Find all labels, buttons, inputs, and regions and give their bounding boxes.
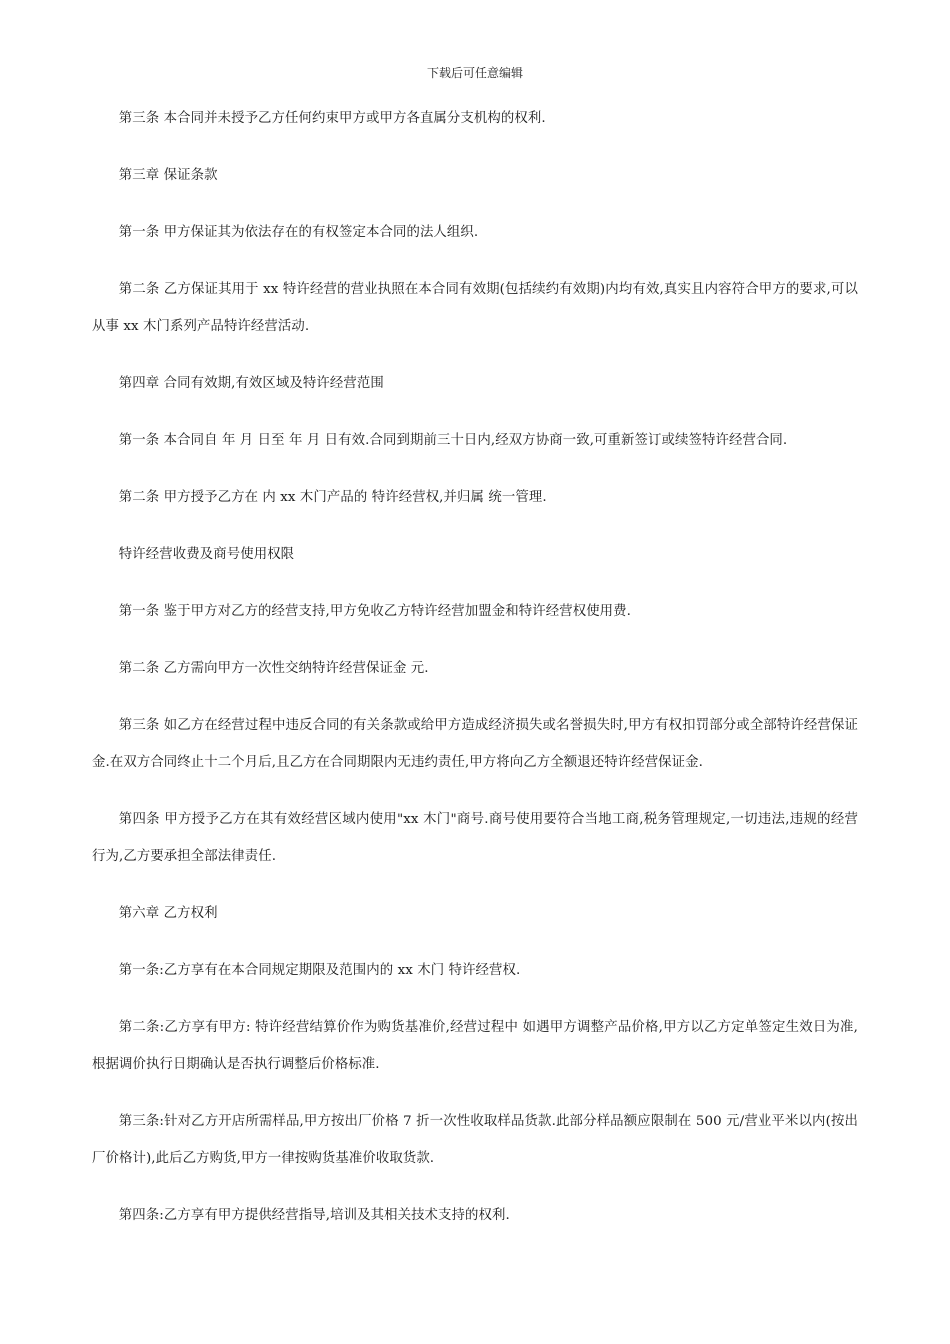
chapter-heading: 特许经营收费及商号使用权限 [118,547,295,562]
paragraph: 第二条 甲方授予乙方在 内 xx 木门产品的 特许经营权,并归属 统一管理. [118,490,547,505]
paragraph: 第四条:乙方享有甲方提供经营指导,培训及其相关技术支持的权利. [118,1208,510,1223]
paragraph: 第三条 如乙方在经营过程中违反合同的有关条款或给甲方造成经济损失或名誉损失时,甲方有权扣罚部分或全部特许经营保证金.在双方合同终止十二个月后,且乙方在合同期限内无违约责任,甲方将向乙方全额退还特许经营保证金. [92,718,858,770]
chapter-heading: 第四章 合同有效期,有效区域及特许经营范围 [118,376,384,391]
paragraph: 第一条 甲方保证其为依法存在的有权签定本合同的法人组织. [118,225,479,240]
paragraph: 第一条:乙方享有在本合同规定期限及范围内的 xx 木门 特许经营权. [118,963,521,978]
paragraph: 第一条 本合同自 年 月 日至 年 月 日有效.合同到期前三十日内,经双方协商一致,可重新签订或续签特许经营合同. [118,433,788,448]
paragraph: 第二条:乙方享有甲方: 特许经营结算价作为购货基准价,经营过程中 如遇甲方调整产品价格,甲方以乙方定单签定生效日为准,根据调价执行日期确认是否执行调整后价格标准. [92,1020,858,1072]
chapter-heading: 第三章 保证条款 [118,168,218,183]
paragraph: 第二条 乙方需向甲方一次性交纳特许经营保证金 元. [118,661,429,676]
document-body [92,100,858,1234]
paragraph: 第四条 甲方授予乙方在其有效经营区域内使用"xx 木门"商号.商号使用要符合当地工商,税务管理规定,一切违法,违规的经营行为,乙方要承担全部法律责任. [92,812,858,864]
page-header: 下载后可任意编辑 [426,66,523,80]
paragraph: 第三条 本合同并未授予乙方任何约束甲方或甲方各直属分支机构的权利. [118,111,546,126]
paragraph: 第三条:针对乙方开店所需样品,甲方按出厂价格 7 折一次性收取样品货款.此部分样品额应限制在 500 元/营业平米以内(按出厂价格计),此后乙方购货,甲方一律按购货基准价收取货款. [92,1114,858,1166]
chapter-heading: 第六章 乙方权利 [118,906,218,921]
paragraph: 第二条 乙方保证其用于 xx 特许经营的营业执照在本合同有效期(包括续约有效期)内均有效,真实且内容符合甲方的要求,可以从事 xx 木门系列产品特许经营活动. [92,282,858,334]
paragraph: 第一条 鉴于甲方对乙方的经营支持,甲方免收乙方特许经营加盟金和特许经营权使用费. [118,604,632,619]
